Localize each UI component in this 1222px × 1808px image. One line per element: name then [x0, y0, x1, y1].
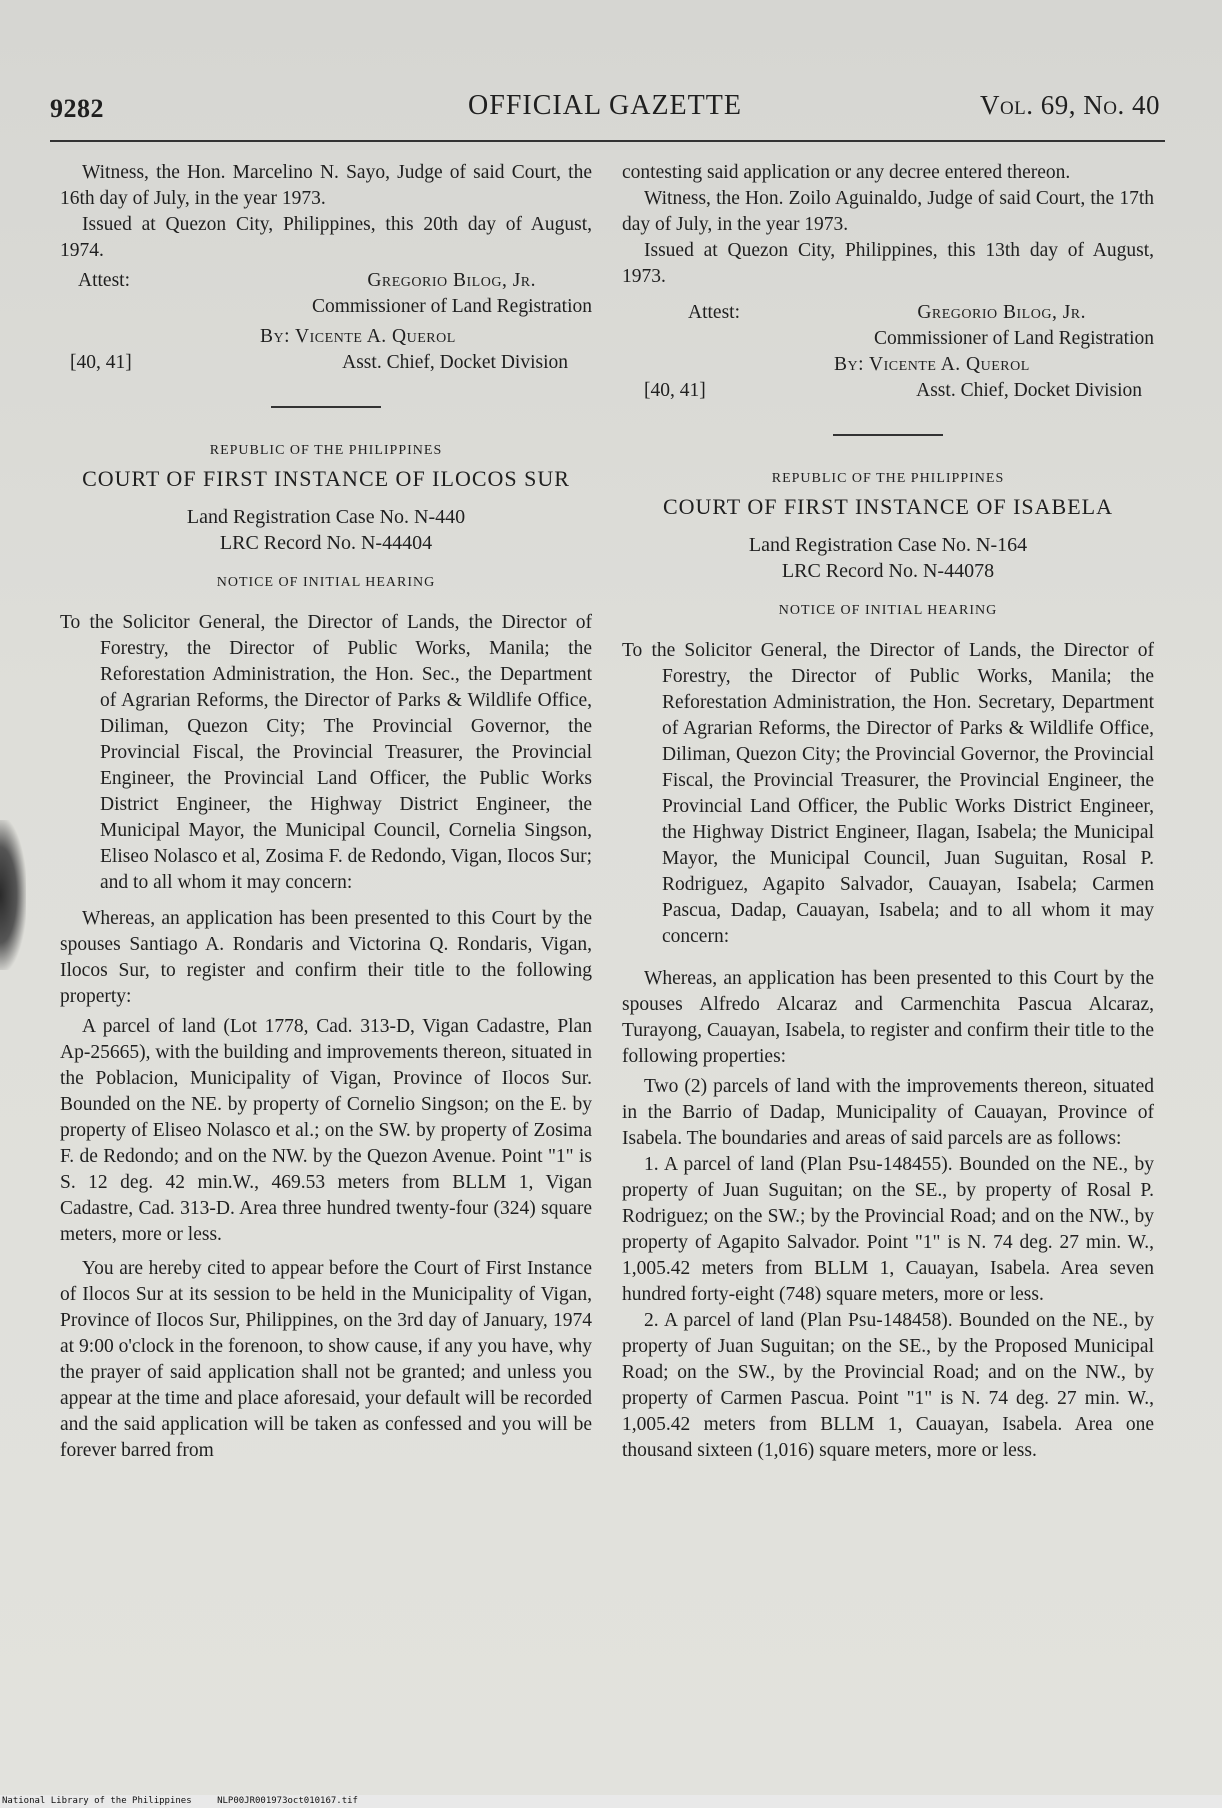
section-divider	[271, 406, 381, 408]
attestation-block	[622, 300, 1154, 404]
court-heading: COURT OF FIRST INSTANCE OF ILOCOS SUR	[82, 466, 570, 491]
parcel-2-paragraph: 2. A parcel of land (Plan Psu-148458). Bounded on the NE., by property of Juan Suguitan; on the SE., by the Proposed Municipal Road; on the SW., by the Provincial Road; and on the NW., by property of Carmen Pascua. Point "1" is N. 74 deg. 27 min. W., 1,005.42 meters from BLLM 1, Cauayan, Isabela. Area one thousand sixteen (1,016) square meters, more or less.	[622, 1310, 1154, 1461]
issued-paragraph: Issued at Quezon City, Philippines, this 20th day of August, 1974.	[60, 214, 592, 261]
scan-filename: NLP00JR001973oct010167.tif	[217, 1796, 358, 1806]
lrc-record: LRC Record No. N-44078	[781, 560, 995, 582]
attestation-block	[60, 268, 592, 376]
addressees-paragraph: To the Solicitor General, the Director of Lands, the Director of Forestry, the Director of Public Works, Manila; the Reforestation Administration, the Hon. Secretary, Department of Agrarian Reforms, the Director of Parks & Wildlife Office, Diliman, Quezon City; the Provincial Governor, the Provincial Fiscal, the Provincial Treasurer, the Provincial Engineer, the Provincial Land Officer, the Public Works District Engineer, the Highway District Engineer, Ilagan, Isabela; the Municipal Mayor, the Municipal Council, Juan Suguitan, Rosal P. Rodriguez, Agapito Salvador, Cauayan, Isabela; Carmen Pascua, Dadap, Cauayan, Isabela; and to all whom it may concern:	[622, 640, 1154, 947]
parcel-1-paragraph: 1. A parcel of land (Plan Psu-148455). Bounded on the NE., by property of Juan Suguitan; on the SE., by property of Rosal P. Rodriguez; on the SW.; by the Provincial Road; and on the NW., by property of Agapito Salvador. Point "1" is N. 74 deg. 27 min. W., 1,005.42 meters from BLLM 1, Cauayan, Isabela. Area seven hundred forty-eight (748) square meters, more or less.	[622, 1154, 1154, 1305]
library-credit: National Library of the Philippines	[2, 1796, 192, 1806]
section-divider	[833, 434, 943, 436]
parcel-paragraph: A parcel of land (Lot 1778, Cad. 313-D, Vigan Cadastre, Plan Ap-25665), with the building and improvements thereon, situated in the Poblacion, Municipality of Vigan, Province of Ilocos Sur. Bounded on the NE. by property of Cornelio Singson; on the E. by property of Eliseo Nolasco et al.; on the SW. by property of Zosima F. de Redondo; and on the NW. by the Quezon Avenue. Point "1" is S. 12 deg. 42 min.W., 469.53 meters from BLLM 1, Vigan Cadastre, Cad. 313-D. Area three hundred twenty-four (324) square meters, more or less.	[60, 1016, 592, 1245]
addressees-paragraph: To the Solicitor General, the Director of Lands, the Director of Forestry, the Director of Public Works, Manila; the Reforestation Administration, the Hon. Sec., the Department of Agrarian Reforms, the Director of Parks & Wildlife Office, Diliman, Quezon City; The Provincial Governor, the Provincial Fiscal, the Provincial Treasurer, the Provincial Engineer, the Provincial Land Officer, the Public Works District Engineer, the Highway District Engineer, the Municipal Mayor, the Municipal Council, Cornelia Singson, Eliseo Nolasco et al, Zosima F. de Redondo, Vigan, Ilocos Sur; and to all whom it may concern:	[60, 612, 592, 893]
signatory-name: Gregorio Bilog, Jr.	[367, 270, 536, 291]
witness-paragraph: Witness, the Hon. Marcelino N. Sayo, Judge of said Court, the 16th day of July, in the year 1973.	[60, 162, 592, 209]
cited-paragraph: You are hereby cited to appear before the Court of First Instance of Ilocos Sur at its session to be held in the Municipality of Vigan, Province of Ilocos Sur, Philippines, on the 3rd day of January, 1974 at 9:00 o'clock in the forenoon, to show cause, if any you have, why the prayer of said application shall not be granted; and unless you appear at the time and place aforesaid, your default will be recorded and the said application will be taken as confessed and you will be forever barred from	[60, 1258, 592, 1461]
court-heading: COURT OF FIRST INSTANCE OF ISABELA	[662, 494, 1113, 519]
witness-paragraph: Witness, the Hon. Zoilo Aguinaldo, Judge of said Court, the 17th day of July, in the year 1973.	[622, 188, 1154, 235]
lrc-record: LRC Record No. N-44404	[219, 532, 433, 554]
by-title: Asst. Chief, Docket Division	[342, 352, 568, 373]
by-title: Asst. Chief, Docket Division	[916, 380, 1142, 401]
right-column	[622, 160, 1154, 1464]
case-info	[622, 532, 1154, 584]
case-number: Land Registration Case No. N-440	[186, 506, 466, 528]
republic-heading: REPUBLIC OF THE PHILIPPINES	[771, 471, 1005, 486]
reference-number: [40, 41]	[70, 352, 132, 373]
republic-heading: REPUBLIC OF THE PHILIPPINES	[209, 443, 443, 458]
parcels-intro-paragraph: Two (2) parcels of land with the improvements thereon, situated in the Barrio of Dadap, Municipality of Cauayan, Province of Isabela. The boundaries and areas of said parcels are as follows:	[622, 1076, 1154, 1149]
by-line: By: Vicente A. Querol	[260, 326, 456, 347]
signatory-name: Gregorio Bilog, Jr.	[917, 302, 1086, 323]
case-number: Land Registration Case No. N-164	[748, 534, 1028, 556]
reference-number: [40, 41]	[644, 380, 706, 401]
whereas-paragraph: Whereas, an application has been presented to this Court by the spouses Alfredo Alcaraz and Carmenchita Pascua Alcaraz, Turayong, Cauayan, Isabela, to register and confirm their title to the following properties:	[622, 968, 1154, 1067]
signatory-title: Commissioner of Land Registration	[873, 328, 1154, 349]
publication-title: OFFICIAL GAZETTE	[468, 90, 742, 121]
attest-label: Attest:	[688, 302, 740, 323]
attest-label: Attest:	[78, 270, 130, 291]
by-line: By: Vicente A. Querol	[834, 354, 1030, 375]
issued-paragraph: Issued at Quezon City, Philippines, this 13th day of August, 1973.	[622, 240, 1154, 287]
notice-heading: NOTICE OF INITIAL HEARING	[778, 603, 998, 618]
page-header	[50, 88, 1160, 128]
case-info	[60, 504, 592, 556]
notice-heading: NOTICE OF INITIAL HEARING	[216, 575, 436, 590]
scan-footer	[0, 1795, 1222, 1808]
header-rule	[50, 140, 1165, 142]
whereas-paragraph: Whereas, an application has been presented to this Court by the spouses Santiago A. Rondaris and Victorina Q. Rondaris, Vigan, Ilocos Sur, to register and confirm their title to the following property:	[60, 908, 592, 1007]
signatory-title: Commissioner of Land Registration	[311, 296, 592, 317]
volume-number: Vol. 69, No. 40	[979, 90, 1160, 120]
scan-shadow	[0, 820, 26, 970]
page-number: 9282	[50, 94, 104, 123]
left-column	[60, 160, 592, 1464]
continuation-paragraph: contesting said application or any decree entered thereon.	[622, 162, 1071, 183]
